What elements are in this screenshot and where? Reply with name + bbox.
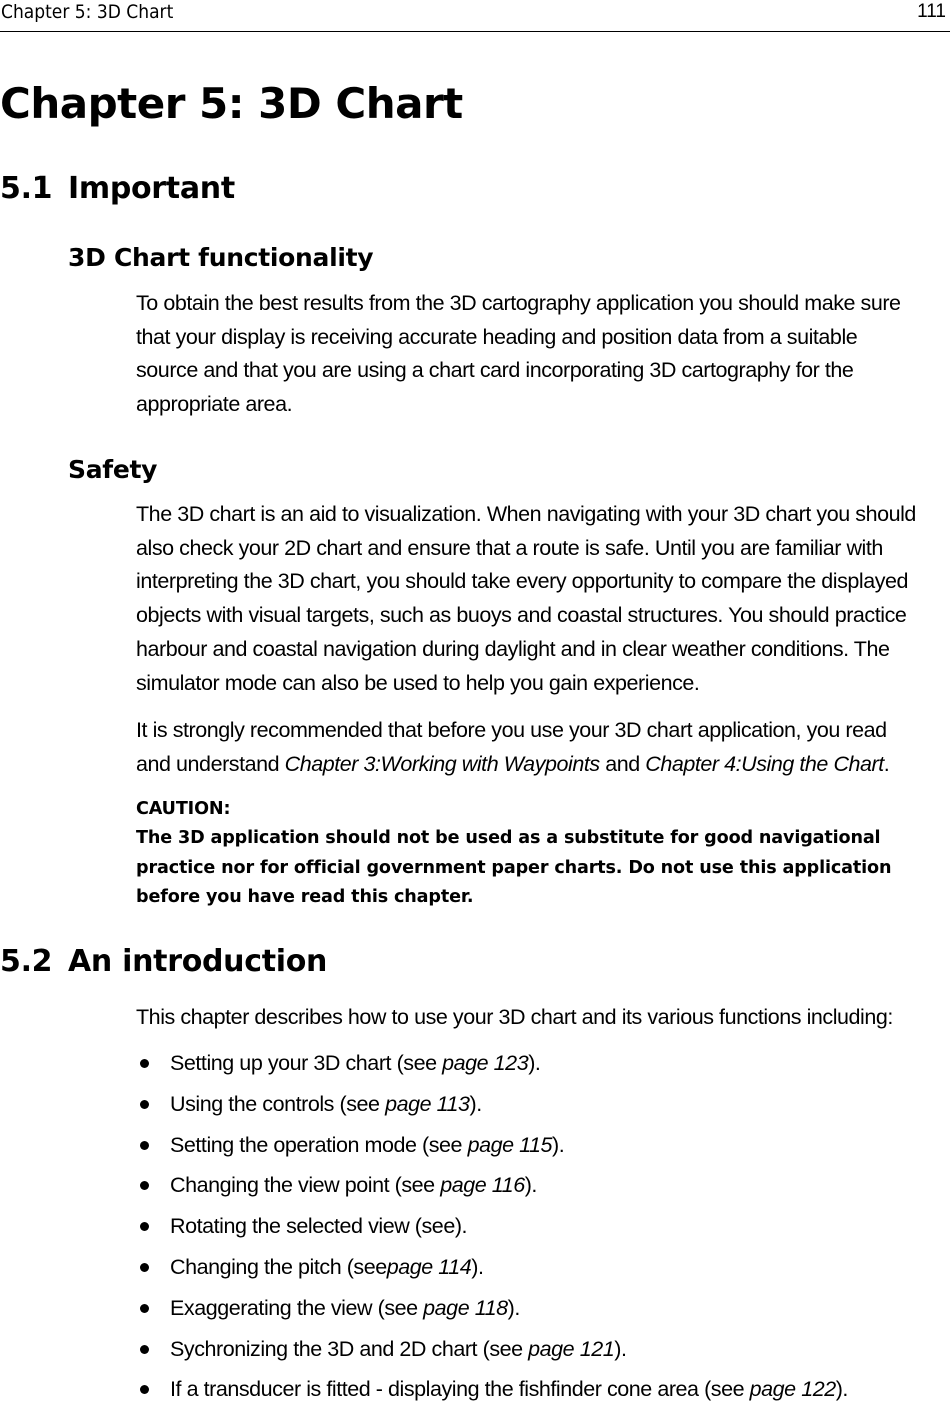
list-item: [136, 1047, 948, 1088]
functions-list: [136, 1047, 948, 1414]
item-text: Using the controls (see: [170, 1091, 386, 1116]
section-title: Important: [68, 171, 235, 206]
bullet-icon: [140, 1181, 149, 1190]
page-link[interactable]: page 123: [442, 1051, 529, 1075]
recommendation-text: It is strongly recommended that before you use your 3D chart application, you read and understand: [136, 718, 887, 776]
list-item: [136, 1129, 948, 1170]
list-item: [136, 1292, 948, 1333]
item-end: ).: [528, 1051, 541, 1075]
bullet-icon: [140, 1345, 149, 1354]
item-end: ).: [471, 1254, 484, 1279]
page-link[interactable]: page 113: [385, 1091, 470, 1116]
item-text: Setting up your 3D chart (see: [170, 1051, 443, 1075]
section-heading-important: [0, 171, 235, 207]
item-text: Changing the view point (see: [170, 1173, 441, 1198]
intro-paragraph: This chapter describes how to use your 3D chart and its various functions including:: [136, 1005, 893, 1029]
functionality-paragraph: To obtain the best results from the 3D cartography application you should make sure that your display is receiving accurate heading and position data from a suitable source and that you are using a chart card incorporating 3D cartography for the appropriate area.: [136, 291, 901, 417]
item-end: ).: [614, 1336, 627, 1361]
item-end: ).: [552, 1132, 565, 1157]
page-number: 111: [917, 1, 946, 22]
bullet-icon: [140, 1304, 149, 1313]
page-link[interactable]: page 116: [440, 1173, 525, 1198]
bullet-icon: [140, 1141, 149, 1150]
bullet-icon: [140, 1385, 149, 1394]
item-text: Sychronizing the 3D and 2D chart (see: [170, 1336, 529, 1361]
section-title: An introduction: [68, 944, 328, 979]
bullet-icon: [140, 1222, 149, 1231]
safety-paragraph: The 3D chart is an aid to visualization. When navigating with your 3D chart you should also check your 2D chart and ensure that a route is safe. Until you are familiar with interpreting the 3D chart, you should take every opportunity to compare the displayed objects with visual targets, such as buoys and coastal structures. You should practice harbour and coastal navigation during daylight and in clear weather conditions. The simulator mode can also be used to help you gain experience.: [136, 502, 916, 695]
subheading-safety: Safety: [68, 455, 158, 484]
list-item: [136, 1210, 948, 1251]
recommendation-period: .: [883, 751, 890, 776]
list-item: [136, 1251, 948, 1292]
section-number: 5.1: [0, 171, 53, 206]
chapter-3-link[interactable]: Chapter 3:Working with Waypoints: [284, 751, 600, 776]
page-link[interactable]: page 114: [386, 1254, 472, 1279]
bullet-icon: [140, 1100, 149, 1109]
item-end: ).: [469, 1091, 482, 1116]
item-text: Setting the operation mode (see: [170, 1132, 468, 1157]
item-text: Exaggerating the view (see: [170, 1295, 424, 1320]
list-item: [136, 1333, 948, 1374]
item-end: ).: [524, 1173, 537, 1198]
item-text: Changing the pitch (see: [170, 1254, 387, 1279]
subheading-3d-chart-functionality: 3D Chart functionality: [68, 243, 374, 272]
page-link[interactable]: page 122: [749, 1377, 836, 1402]
caution-text: The 3D application should not be used as a substitute for good navigational practice nor for official government paper charts. Do not use this application before you have read this chapter.: [136, 828, 892, 908]
bullet-icon: [140, 1059, 149, 1068]
item-text: Rotating the selected view (see).: [170, 1214, 468, 1239]
chapter-title: Chapter 5: 3D Chart: [0, 79, 463, 128]
section-number: 5.2: [0, 944, 53, 979]
item-end: ).: [835, 1377, 848, 1402]
running-title: Chapter 5: 3D Chart: [1, 1, 174, 23]
list-item: [136, 1088, 948, 1129]
list-item: [136, 1169, 948, 1210]
recommendation-and: and: [599, 751, 646, 776]
page-link[interactable]: page 115: [467, 1132, 553, 1157]
caution-label: CAUTION:: [136, 799, 231, 819]
section-heading-introduction: [0, 944, 327, 980]
item-end: ).: [507, 1295, 520, 1320]
page-link[interactable]: page 121: [528, 1336, 615, 1361]
recommendation-paragraph: [136, 714, 948, 781]
page-link[interactable]: page 118: [423, 1295, 508, 1320]
running-header: [0, 0, 950, 32]
chapter-4-link[interactable]: Chapter 4:Using the Chart: [645, 751, 884, 776]
item-text: If a transducer is fitted - displaying the fishfinder cone area (see: [170, 1377, 750, 1402]
list-item: [136, 1373, 948, 1414]
bullet-icon: [140, 1263, 149, 1272]
